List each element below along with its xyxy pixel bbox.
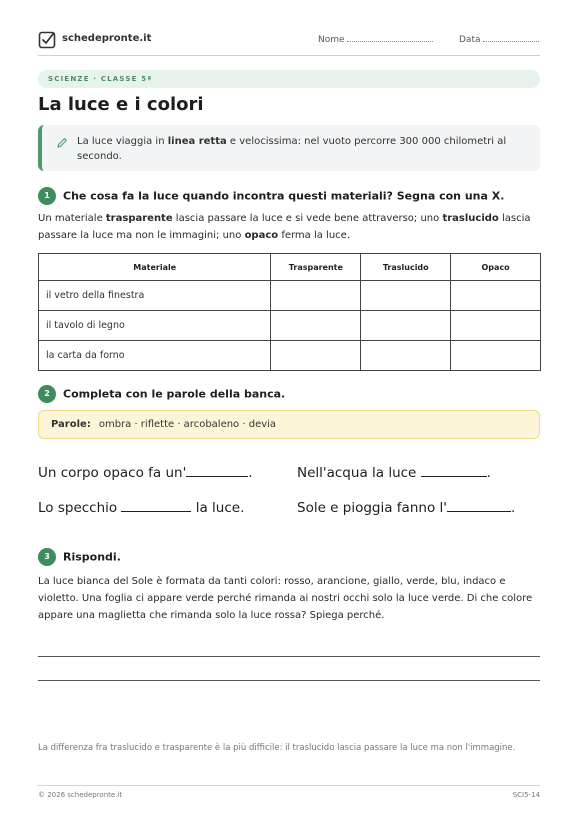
site-name: schedepronte.it <box>62 33 152 44</box>
question-text: Completa con le parole della banca. <box>63 387 286 401</box>
materials-table <box>38 253 541 371</box>
word-bank-label: Parole: <box>51 419 91 430</box>
table-row <box>39 281 541 311</box>
question-1-explanation: Un materiale trasparente lascia passare la luce e si vede bene attraverso; uno traslucido lascia passare la luce ma non le immagini; uno opaco ferma la luce. <box>38 213 531 241</box>
question-2-heading <box>38 385 285 403</box>
copyright: © 2026 schedepronte.it <box>38 791 123 799</box>
answer-blank[interactable] <box>121 500 191 512</box>
checkbox-cell-traslucido[interactable] <box>361 281 451 311</box>
note-text: La luce viaggia in linea retta e velocissima: nel vuoto percorre 300 000 chilometri al secondo. <box>77 136 507 162</box>
fill-sentence: Un corpo opaco fa un' . <box>38 465 253 481</box>
name-label: Nome <box>318 35 345 45</box>
name-dotted-line <box>347 34 433 42</box>
question-number-badge: 3 <box>38 548 56 566</box>
worksheet-code: SCI5-14 <box>512 791 540 799</box>
name-field[interactable] <box>318 34 433 45</box>
column-header: Opaco <box>451 254 541 281</box>
checkbox-cell-trasparente[interactable] <box>271 311 361 341</box>
column-header: Trasparente <box>271 254 361 281</box>
checkbox-cell-trasparente[interactable] <box>271 341 361 371</box>
table-row <box>39 341 541 371</box>
material-cell: la carta da forno <box>39 341 271 371</box>
tip-text: La differenza fra traslucido e trasparente è la più difficile: il traslucido lascia passare la luce ma non l'immagine. <box>38 743 516 753</box>
page-title: La luce e i colori <box>38 94 204 115</box>
fill-sentence: Nell'acqua la luce . <box>297 465 491 481</box>
answer-blank[interactable] <box>447 500 511 512</box>
question-text: Rispondi. <box>63 550 121 564</box>
checkbox-cell-trasparente[interactable] <box>271 281 361 311</box>
checkbox-logo-icon <box>38 31 56 49</box>
question-text: Che cosa fa la luce quando incontra questi materiali? Segna con una X. <box>63 189 505 203</box>
word-bank <box>38 410 540 439</box>
material-cell: il tavolo di legno <box>39 311 271 341</box>
answer-blank[interactable] <box>186 465 248 477</box>
date-label: Data <box>459 35 481 45</box>
note-bold: linea retta <box>167 136 227 147</box>
fill-sentence: Sole e pioggia fanno l' . <box>297 500 516 516</box>
question-number-badge: 1 <box>38 187 56 205</box>
question-3-text: La luce bianca del Sole è formata da tanti colori: rosso, arancione, giallo, verde, blu, indaco e violetto. Una foglia ci appare verde perché rimanda ai nostri occhi solo la luce verde. Di che colore appare una maglietta che rimanda solo la luce rossa? Spiega perché. <box>38 576 533 621</box>
fill-sentence: Lo specchio la luce. <box>38 500 245 516</box>
checkbox-cell-opaco[interactable] <box>451 281 541 311</box>
column-header: Traslucido <box>361 254 451 281</box>
answer-blank[interactable] <box>421 465 487 477</box>
checkbox-cell-opaco[interactable] <box>451 311 541 341</box>
question-number-badge: 2 <box>38 385 56 403</box>
table-header-row <box>39 254 541 281</box>
question-3-heading <box>38 548 121 566</box>
date-field[interactable] <box>459 34 539 45</box>
checkbox-cell-traslucido[interactable] <box>361 311 451 341</box>
checkbox-cell-opaco[interactable] <box>451 341 541 371</box>
table-row <box>39 311 541 341</box>
page-header <box>38 30 540 56</box>
checkbox-cell-traslucido[interactable] <box>361 341 451 371</box>
subject-badge: SCIENZE · CLASSE 5ª <box>38 70 540 88</box>
info-note <box>38 125 540 171</box>
question-1-heading <box>38 187 504 205</box>
date-dotted-line <box>483 34 539 42</box>
material-cell: il vetro della finestra <box>39 281 271 311</box>
pencil-icon <box>56 137 68 149</box>
column-header: Materiale <box>39 254 271 281</box>
page-footer <box>38 785 540 799</box>
answer-line[interactable] <box>38 680 540 681</box>
word-bank-words: ombra · riflette · arcobaleno · devia <box>98 419 277 430</box>
answer-line[interactable] <box>38 656 540 657</box>
